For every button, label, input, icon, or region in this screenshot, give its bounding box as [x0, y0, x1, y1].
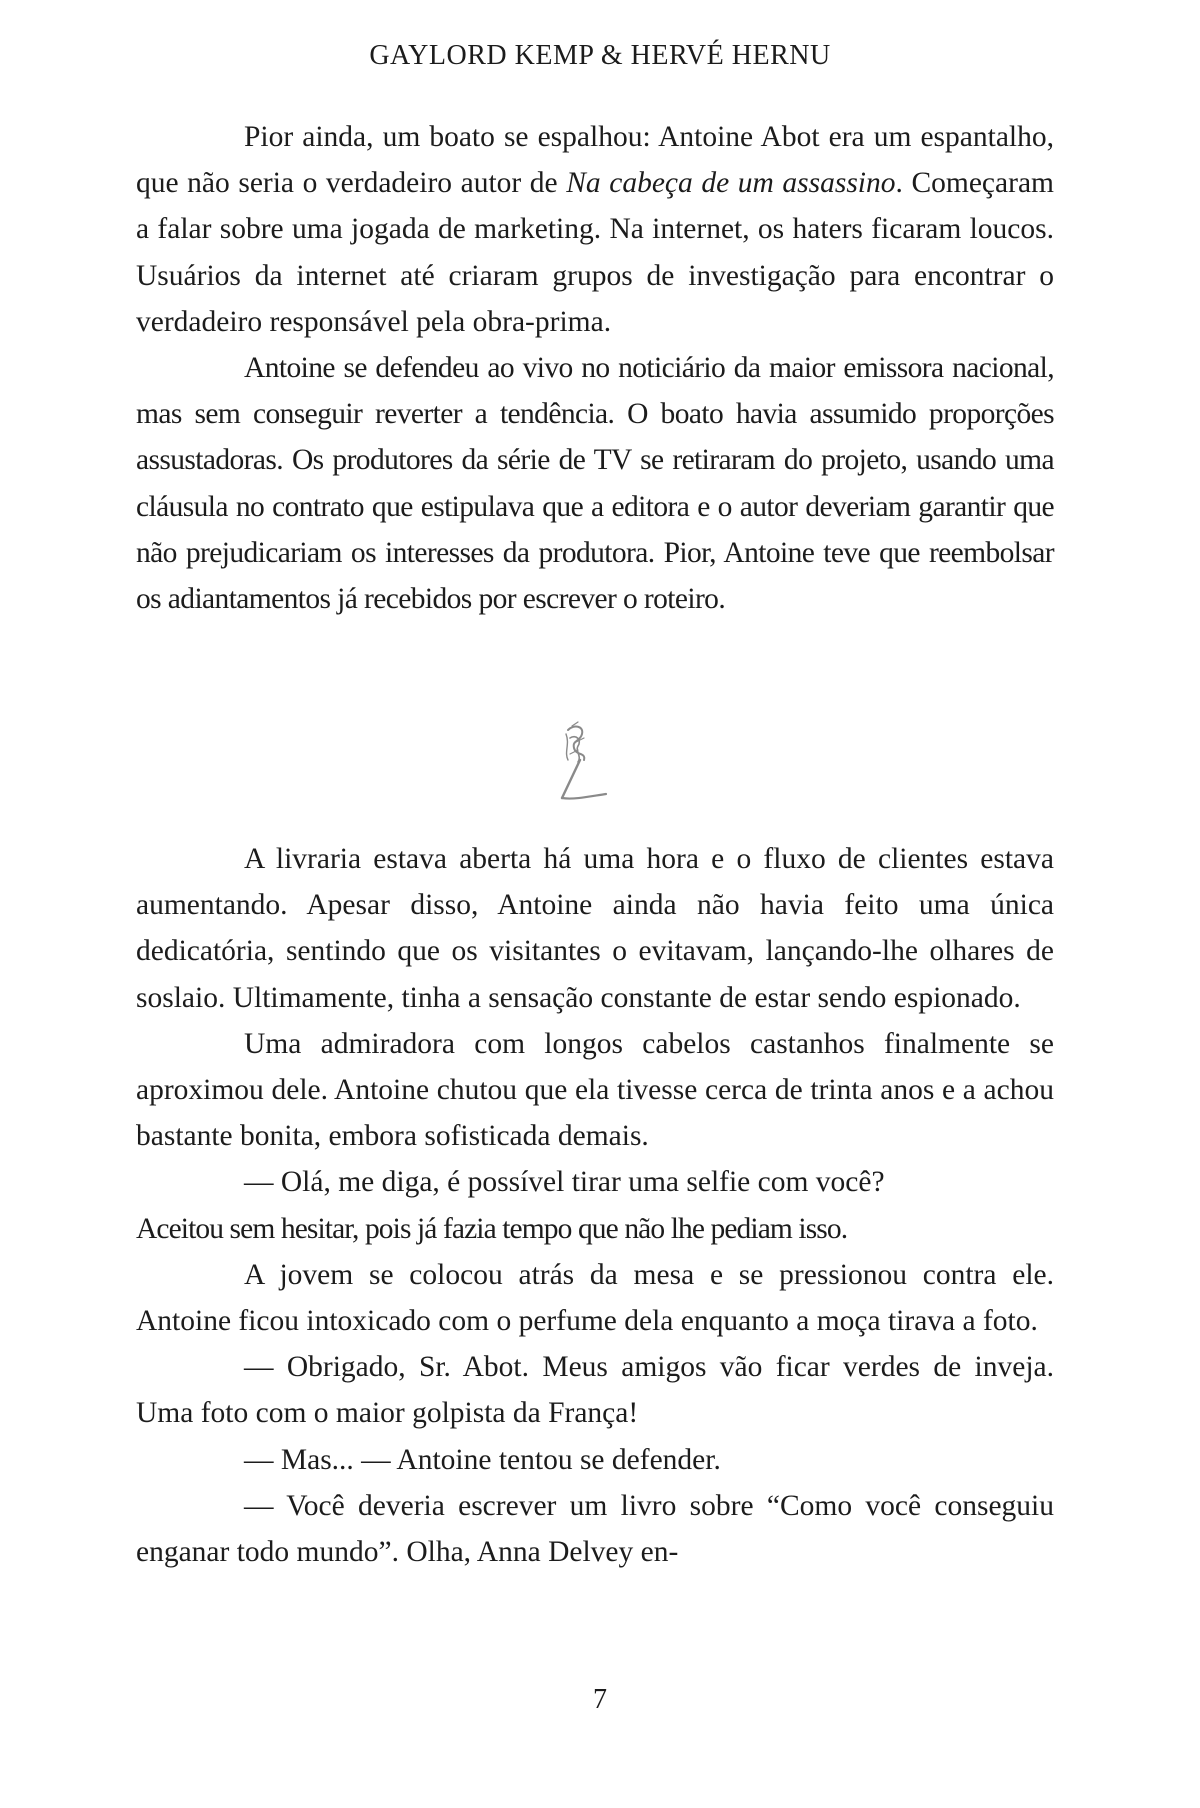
dialogue-line: — Olá, me diga, é possível tirar uma selfie com você?: [244, 1166, 885, 1199]
dialogue-line: — Mas... — Antoine tentou se defender.: [244, 1443, 721, 1476]
paragraph: Aceitou sem hesitar, pois já fazia tempo que não lhe pediam isso.: [136, 1212, 848, 1245]
paragraph: Uma admiradora com longos cabelos castanhos finalmente se aproximou dele. Antoine chutou que ela tivesse cerca de trinta anos e a achou bastante bonita, embora sofisticada demais.: [136, 1027, 1054, 1153]
text-block-bottom: [136, 836, 1054, 1575]
dialogue-line: — Obrigado, Sr. Abot. Meus amigos vão ficar verdes de inveja. Uma foto com o maior golpista da França!: [136, 1351, 1054, 1430]
dialogue-line: — Você deveria escrever um livro sobre “Como você conseguiu enganar todo mundo”. Olha, Anna Delvey en-: [136, 1489, 1054, 1569]
text-block-top: [136, 114, 1054, 622]
book-title: Na cabeça de um assassino: [566, 167, 896, 200]
pen-flourish-icon: [548, 716, 618, 806]
paragraph: Antoine se defendeu ao vivo no noticiário da maior emissora nacional, mas sem conseguir reverter a tendência. O boato havia assumido proporções assustadoras. Os produtores da série de TV se retiraram do projeto, usando uma cláusula no contrato que estipulava que a editora e o autor deveriam garantir que não prejudicariam os interesses da produtora. Pior, Antoine teve que reembolsar os adiantamentos já recebidos por escrever o roteiro.: [136, 352, 1054, 616]
running-head: GAYLORD KEMP & HERVÉ HERNU: [369, 40, 831, 71]
paragraph: A livraria estava aberta há uma hora e o fluxo de clientes estava aumentando. Apesar disso, Antoine ainda não havia feito uma única dedicatória, sentindo que os visitantes o evitavam, lançando-lhe olhares de soslaio. Ultimamente, tinha a sensação constante de estar sendo espionado.: [136, 843, 1054, 1014]
paragraph: A jovem se colocou atrás da mesa e se pressionou contra ele. Antoine ficou intoxicado com o perfume dela enquanto a moça tirava a foto.: [136, 1258, 1054, 1338]
page-number: 7: [593, 1684, 607, 1715]
paragraph: Pior ainda, um boato se espalhou: Antoine Abot era um espantalho, que não seria o verdadeiro autor de Na cabeça de um assassino. Começaram a falar sobre uma jogada de marketing. Na internet, os haters ficaram loucos. Usuários da internet até criaram grupos de investigação para encontrar o verdadeiro responsável pela obra-prima.: [136, 121, 1054, 338]
